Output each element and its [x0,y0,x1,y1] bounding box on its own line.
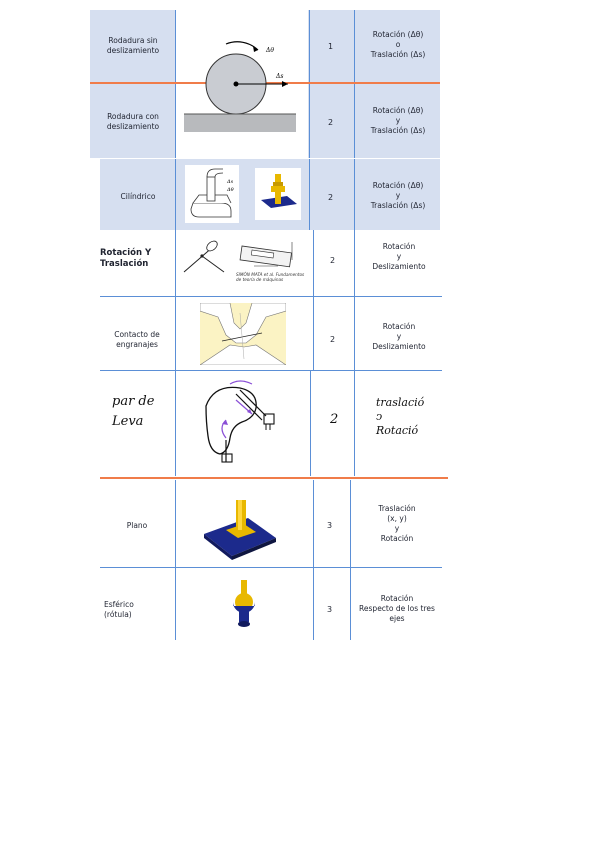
col-divider [310,370,311,476]
spherical-joint-figure [226,578,262,636]
theta-label: Δθ [227,187,234,193]
row-name: Cilíndrico [120,192,156,201]
row-divider [100,370,442,371]
row-divider [100,567,442,568]
row-name: Contacto de engranajes [114,330,160,350]
row-dof: 3 [327,605,333,614]
s-label: Δs [276,73,284,80]
col-divider [354,230,355,370]
col-divider [354,370,355,476]
cylindrical-joint-3d [255,168,301,220]
row-name: Rodadura sin deslizamiento [106,36,160,56]
col-divider [175,480,176,640]
row-motion: Rotación (Δθ) o Traslación (Δs) [370,30,426,60]
theta-label: Δθ [266,47,274,54]
col-divider [313,480,314,640]
s-label: Δs [227,179,234,185]
col-divider [354,10,355,230]
row-dof: 3 [327,521,333,530]
row-dof: 2 [330,335,336,344]
row-name: Plano [126,521,148,530]
row-motion: Rotación Respecto de los tres ejes [359,594,435,624]
row-motion: Traslación (x, y) y Rotación [378,504,416,544]
row-motion: Rotación y Deslizamiento [372,242,426,272]
row-dof: 2 [330,256,336,265]
col-divider [175,370,176,476]
row-motion: Rotación (Δθ) y Traslación (Δs) [370,106,426,136]
row-name: Rodadura con deslizamiento [106,112,160,132]
row-divider [90,158,440,159]
col-divider [313,230,314,370]
col-divider [309,10,310,230]
row-divider [100,296,442,297]
row-name: Esférico (rótula) [104,600,134,620]
row-motion: Rotación (Δθ) y Traslación (Δs) [370,181,426,211]
rolling-wheel-figure [176,10,308,158]
gap-left-row3 [90,158,100,230]
gear-contact-figure [200,303,286,365]
row-motion: traslació ↄ Rotació [376,396,425,437]
row-dof: 1 [328,42,334,51]
figure-citation: SIMÓN MATA et al. Fundamentos de teoría de máquinas [236,272,305,283]
col-divider [175,230,176,370]
row-dof: 2 [330,412,339,427]
planar-joint-figure [200,488,280,562]
row-dof: 2 [328,193,334,202]
cylindrical-joint-sketch [185,165,239,223]
col-divider [350,480,351,640]
row-name: Rotación Y Traslación [100,248,152,270]
row-name: par de Leva [112,394,155,429]
cam-pair-sketch [196,378,292,470]
row-motion: Rotación y Deslizamiento [372,322,426,352]
row-dof: 2 [328,118,334,127]
divider-orange [100,477,448,479]
